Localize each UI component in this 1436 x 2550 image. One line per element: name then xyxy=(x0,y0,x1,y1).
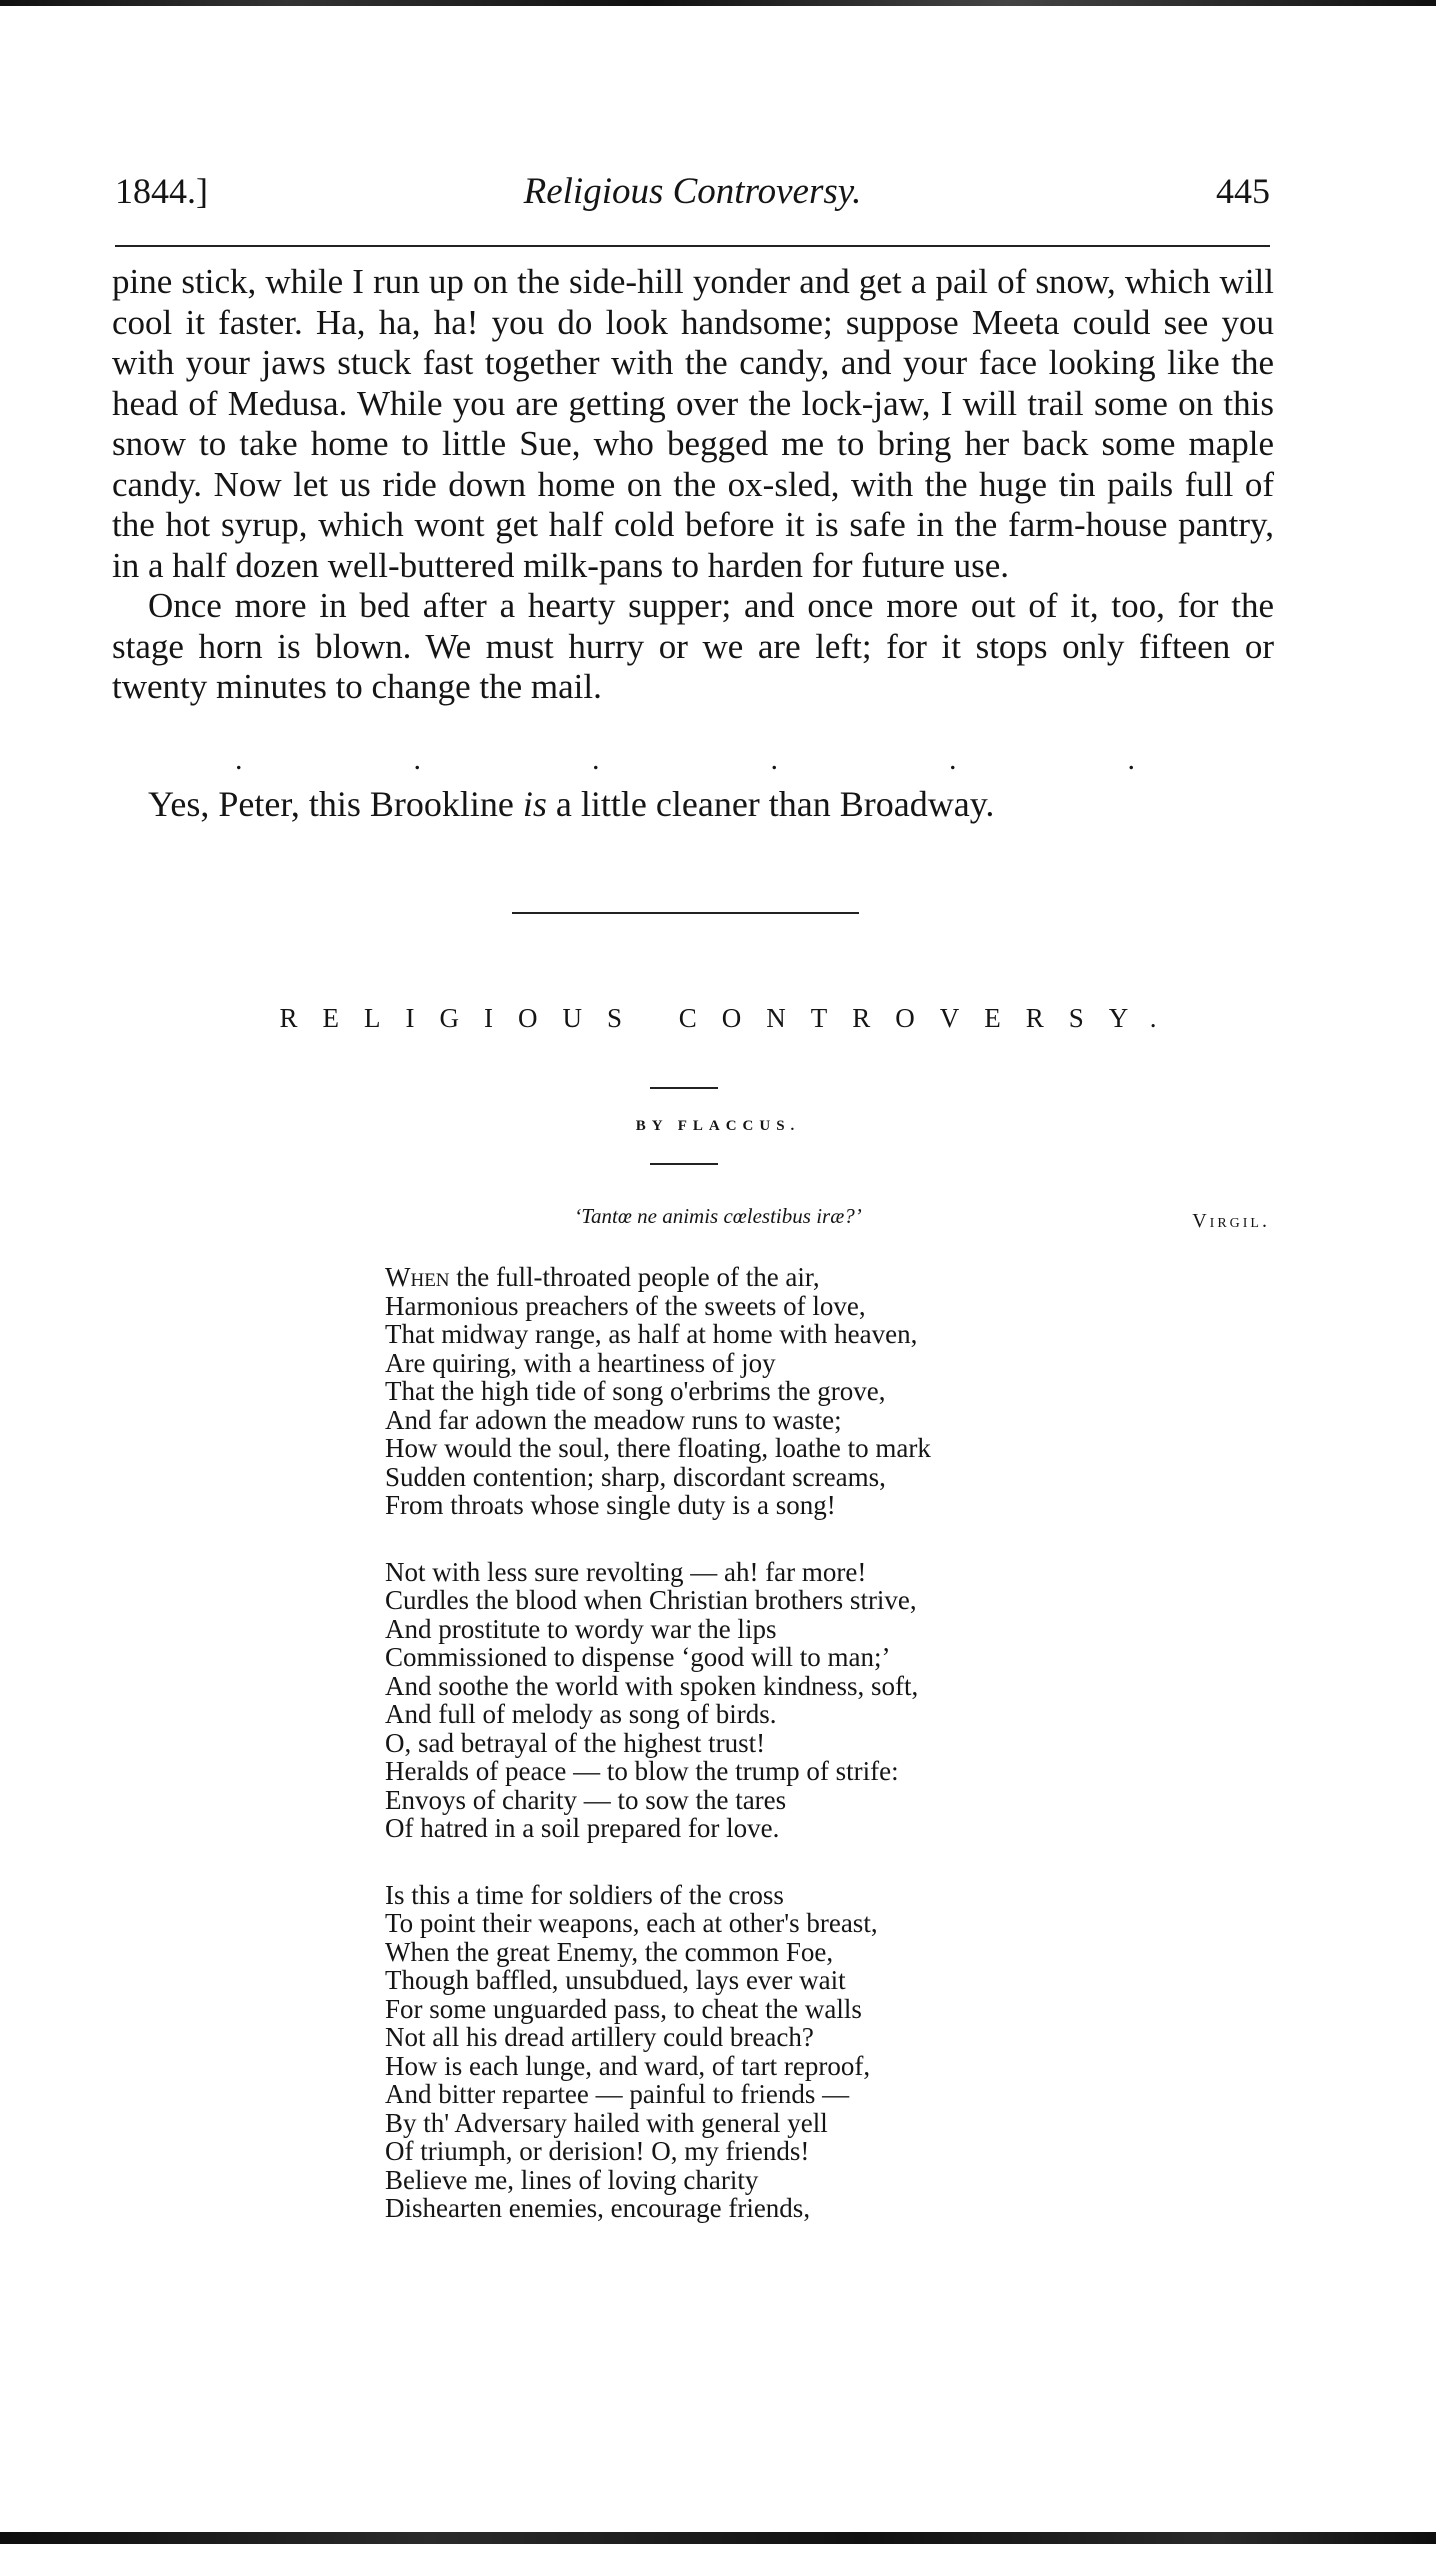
page-bottom-edge xyxy=(0,2532,1436,2544)
poem-line: Of triumph, or derision! O, my friends! xyxy=(385,2136,810,2166)
ellipsis-dot: . xyxy=(235,743,243,776)
poem-line: By th' Adversary hailed with general yell xyxy=(385,2107,828,2138)
section-separator-rule xyxy=(512,912,859,914)
poem-line: Harmonious preachers of the sweets of love, xyxy=(385,1290,866,1321)
article-byline: BY FLACCUS. xyxy=(635,1118,801,1134)
poem-stanza xyxy=(385,1263,1145,1520)
poem-line: Not with less sure revolting — ah! far more! xyxy=(385,1556,867,1587)
closing-line-emphasis: is xyxy=(522,784,547,824)
poem-stanza xyxy=(385,1558,1145,1843)
poem-line: O, sad betrayal of the highest trust! xyxy=(385,1727,766,1758)
epigraph: ‘Tantœ ne animis cœlestibus iræ?’ xyxy=(574,1204,862,1228)
poem-line: Are quiring, with a heartiness of joy xyxy=(385,1347,776,1378)
ellipsis-dot: . xyxy=(1127,743,1135,776)
poem-line: Is this a time for soldiers of the cross xyxy=(385,1879,784,1910)
poem-line: To point their weapons, each at other's breast, xyxy=(385,1908,878,1938)
poem-line: And prostitute to wordy war the lips xyxy=(385,1613,777,1644)
closing-line xyxy=(148,782,994,826)
ellipsis-dot: . xyxy=(770,743,778,776)
title-rule xyxy=(650,1087,718,1089)
ellipsis-dots xyxy=(235,743,1135,776)
ellipsis-dot: . xyxy=(413,743,421,776)
closing-line-start: Yes, Peter, this Brookline xyxy=(148,784,523,824)
poem-line: Sudden contention; sharp, discordant screams, xyxy=(385,1461,886,1492)
poem-line: For some unguarded pass, to cheat the walls xyxy=(385,1993,862,2024)
byline-rule xyxy=(650,1163,718,1165)
poem-line: Commissioned to dispense ‘good will to man;’ xyxy=(385,1642,891,1672)
prose-paragraph: Once more in bed after a hearty supper; and once more out of it, too, for the stage horn is blown. We must hurry or we are left; for it stops only fifteen or twenty minutes to change the mail. xyxy=(112,586,1274,706)
poem-line: Though baffled, unsubdued, lays ever wait xyxy=(385,1965,846,1995)
page-number: 445 xyxy=(1216,171,1270,211)
poem-line: From throats whose single duty is a song! xyxy=(385,1490,836,1520)
poem-line: And soothe the world with spoken kindness, soft, xyxy=(385,1670,919,1701)
poem-line: When the full-throated people of the air, xyxy=(385,1262,820,1292)
poem-line: How is each lunge, and ward, of tart reproof, xyxy=(385,2050,871,2081)
poem-line: Of hatred in a soil prepared for love. xyxy=(385,1813,780,1843)
poem-line: When the great Enemy, the common Foe, xyxy=(385,1936,834,1967)
poem-line: And bitter repartee — painful to friends — xyxy=(385,2079,850,2109)
poem-line: And full of melody as song of birds. xyxy=(385,1699,777,1729)
prose-paragraph: pine stick, while I run up on the side-hill yonder and get a pail of snow, which will cool it faster. Ha, ha, ha! you do look handsome; suppose Meeta could see you with your jaws stuck fast together with the candy, and your face looking like the head of Medusa. While you are getting over the lock-jaw, I will trail some on this snow to take home to little Sue, who begged me to bring her back some maple candy. Now let us ride down home on the ox-sled, with the huge tin pails full of the hot syrup, which wont get half cold before it is safe in the farm-house pantry, in a half dozen well-buttered milk-pans to harden for future use. xyxy=(112,262,1274,585)
poem-line: How would the soul, there floating, loathe to mark xyxy=(385,1433,931,1463)
ellipsis-dot: . xyxy=(592,743,600,776)
running-head-title: Religious Controversy. xyxy=(523,171,862,212)
poem-line: Envoys of charity — to sow the tares xyxy=(385,1784,787,1815)
poem-line: Heralds of peace — to blow the trump of strife: xyxy=(385,1756,899,1786)
header-rule xyxy=(115,245,1270,247)
running-head xyxy=(115,170,1270,230)
poem-line: And far adown the meadow runs to waste; xyxy=(385,1404,842,1435)
poem-line: Dishearten enemies, encourage friends, xyxy=(385,2193,811,2223)
poem-initial-word: When xyxy=(385,1262,450,1292)
closing-line-end: a little cleaner than Broadway. xyxy=(546,784,995,824)
poem-stanza xyxy=(385,1881,1145,2223)
poem-line: Believe me, lines of loving charity xyxy=(385,2164,759,2195)
poem-line: Not all his dread artillery could breach? xyxy=(385,2022,814,2052)
page-top-edge xyxy=(0,0,1436,6)
ellipsis-dot: . xyxy=(949,743,957,776)
poem-line: That the high tide of song o'erbrims the grove, xyxy=(385,1376,886,1406)
prose-text xyxy=(112,262,1274,708)
article-title: RELIGIOUS CONTROVERSY. xyxy=(279,1003,1182,1033)
poem xyxy=(385,1263,1145,2261)
epigraph-attribution: Virgil. xyxy=(1192,1210,1270,1232)
poem-line: Curdles the blood when Christian brothers strive, xyxy=(385,1585,917,1615)
poem-line: That midway range, as half at home with heaven, xyxy=(385,1319,918,1349)
running-head-year: 1844.] xyxy=(115,171,208,211)
